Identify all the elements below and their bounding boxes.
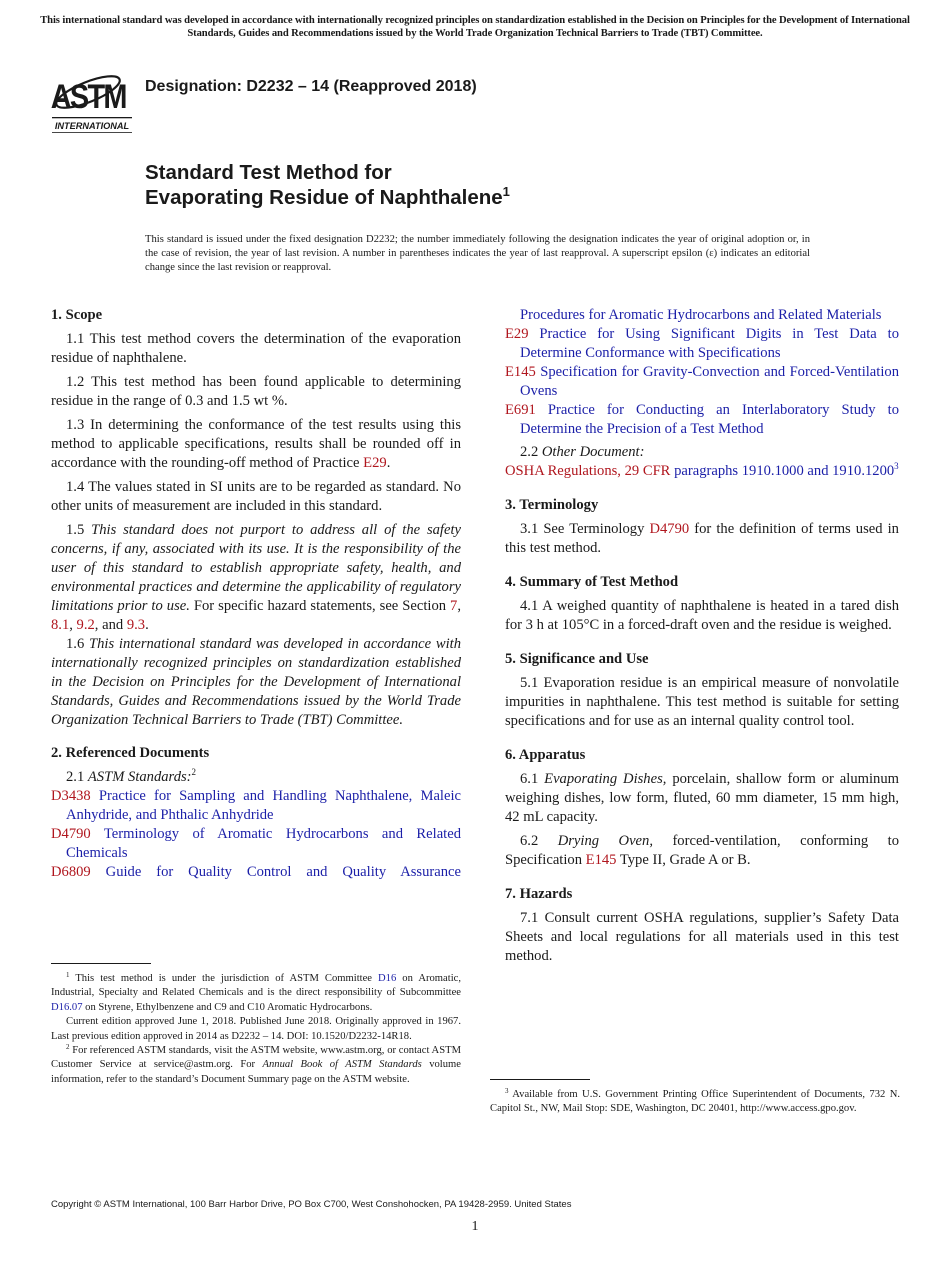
right-column [505,306,899,971]
footnote-1-edition: Current edition approved June 1, 2018. Published June 2018. Originally approved in 1967. Last previous edition approved in 2014 as D2232 – 14. DOI: 10.1520/D2232-14R18. [51,1016,461,1042]
section-heading-scope: 1. Scope [51,307,103,323]
document-title [145,160,510,210]
svg-text:INTERNATIONAL: INTERNATIONAL [54,121,130,131]
link-d16-07[interactable]: D16.07 [51,1001,83,1013]
link-e29[interactable]: E29 [363,455,387,471]
para-1-5: 1.5 This standard does not purport to address all of the safety concerns, if any, associated with its use. It is the responsibility of the user of this standard to establish appropriate safety, health, and environmental practices and determine the applicability of regulatory limitations prior to use. For specific hazard statements, see Section 7, 8.1, 9.2, and 9.3. [51,522,461,633]
ref-code-d3438[interactable]: D3438 [51,788,91,804]
ref-e29 [505,325,899,363]
footnotes-right [490,1079,900,1117]
section-heading-apparatus: 6. Apparatus [505,747,586,763]
footnote-3: $^3$ Available from U.S. Government Printing Office Superintendent of Documents, 732 N. Capitol St., NW, Mail Stop: SDE, Washington, DC 20401, http://www.access.gpo.gov. [490,1087,900,1115]
ref-title-e691[interactable]: Practice for Conducting an Interlaboratory Study to Determine the Precision of a Test Method [520,402,899,437]
ref-title-d6809-part2[interactable]: Procedures for Aromatic Hydrocarbons and Related Materials [520,307,882,323]
section-heading-referenced: 2. Referenced Documents [51,745,210,761]
para-6-1: 6.1 Evaporating Dishes, porcelain, shallow form or aluminum weighing dishes, low form, fluted, 60 mm diameter, 15 mm high, 42 mL capacity. [505,771,899,825]
title-footnote-mark: 1 [502,184,510,199]
designation: Designation: D2232 – 14 (Reapproved 2018) [145,78,477,95]
astm-logo-icon [50,56,134,134]
section-heading-terminology: 3. Terminology [505,497,599,513]
ref-code-osha[interactable]: OSHA Regulations, 29 CFR [505,463,671,479]
ref-code-e691[interactable]: E691 [505,402,536,418]
issued-note: This standard is issued under the fixed designation D2232; the number immediately following the designation indicates the year of original adoption or, in the case of revision, the year of last revision. A number in parentheses indicates the year of last reapproval. A superscript epsilon (ε) indicates an editorial change since the last revision or reapproval. [145,234,810,273]
ref-e691 [505,401,899,439]
para-7-1: 7.1 Consult current OSHA regulations, supplier’s Safety Data Sheets and local regulations for all materials used in this test method. [505,910,899,964]
link-section-8-1[interactable]: 8.1 [51,617,70,633]
footnote-2: $^2$ For referenced ASTM standards, visit the ASTM website, www.astm.org, or contact ASTM Customer Service at service@astm.org. For Annual Book of ASTM Standards volume information, refer to the standard’s Document Summary page on the ASTM website. [51,1043,461,1085]
ref-d3438 [51,787,461,825]
para-6-2: 6.2 Drying Oven, forced-ventilation, conforming to Specification E145 Type II, Grade A or B. [505,833,900,868]
section-heading-summary: 4. Summary of Test Method [505,574,679,590]
footnote-divider [51,963,151,964]
ref-code-d6809[interactable]: D6809 [51,864,91,880]
top-notice: This international standard was developed in accordance with internationally recognized principles on standardization established in the Decision on Principles for the Development of International Standards, Guides and Recommendations issued by the World Trade Organization Technical Barriers to Trade (TBT) Committee. [40,15,910,39]
footnote-1: $^1$ This test method is under the jurisdiction of ASTM Committee D16 on Aromatic, Industrial, Specialty and Related Chemicals and is the direct responsibility of Subcommittee D16.07 on Styrene, Ethylbenzene and C9 and C10 Aromatic Hydrocarbons. [51,971,461,1013]
ref-d4790 [51,825,461,863]
section-heading-hazards: 7. Hazards [505,886,573,902]
para-1-4: 1.4 The values stated in SI units are to be regarded as standard. No other units of measurement are included in this standard. [51,479,461,514]
title-line-2: Evaporating Residue of Naphthalene$^1$ [145,184,510,209]
para-4-1: 4.1 A weighed quantity of naphthalene is heated in a tared dish for 3 h at 105°C in a forced-draft oven and the residue is weighed. [505,598,899,633]
ref-d6809 [51,863,461,882]
ref-code-e29[interactable]: E29 [505,326,529,342]
ref-code-e145[interactable]: E145 [505,364,536,380]
para-5-1: 5.1 Evaporation residue is an empirical measure of nonvolatile impurities in naphthalene. This test method is suitable for setting specifications and for use as an internal quality control tool. [505,675,899,729]
ref-e145 [505,363,899,401]
link-section-9-2[interactable]: 9.2 [76,617,95,633]
link-d16[interactable]: D16 [378,973,397,984]
footnotes-left [51,963,461,1087]
para-1-2: 1.2 This test method has been found applicable to determining residue in the range of 0.3 and 1.5 wt %. [51,374,461,409]
page-number: 1 [471,1219,479,1234]
ref-title-d4790[interactable]: Terminology of Aromatic Hydrocarbons and Related Chemicals [66,826,461,861]
left-column [51,306,461,882]
ref-d6809-continued [505,306,899,325]
ref-osha: OSHA Regulations, 29 CFR paragraphs 1910.1000 and 1910.1200$^3$ [505,461,899,479]
svg-text:ASTM: ASTM [50,76,126,116]
astm-logo [50,56,134,134]
ref-title-d6809-part1[interactable]: Guide for Quality Control and Quality Assurance [105,864,461,880]
para-2-2: 2.2 Other Document: [520,444,645,460]
ref-title-osha[interactable]: paragraphs 1910.1000 and 1910.1200 [674,463,895,479]
ref-code-d4790[interactable]: D4790 [51,826,91,842]
copyright: Copyright © ASTM International, 100 Barr Harbor Drive, PO Box C700, West Conshohocken, PA 19428-2959. United States [51,1199,572,1210]
ref-title-d3438[interactable]: Practice for Sampling and Handling Naphthalene, Maleic Anhydride, and Phthalic Anhydride [66,788,461,823]
para-3-1: 3.1 See Terminology D4790 for the definition of terms used in this test method. [505,521,899,556]
link-e145[interactable]: E145 [585,852,617,868]
ref-title-e29[interactable]: Practice for Using Significant Digits in Test Data to Determine Conformance with Specifications [520,326,899,361]
para-1-1: 1.1 This test method covers the determination of the evaporation residue of naphthalene. [51,331,461,366]
para-1-6: 1.6 This international standard was developed in accordance with internationally recognized principles on standardization established in the Decision on Principles for the Development of International Standards, Guides and Recommendations issued by the World Trade Organization Technical Barriers to Trade (TBT) Committee. [51,636,462,728]
para-1-3: 1.3 In determining the conformance of the test results using this method to applicable specifications, results shall be rounded off in accordance with the rounding-off method of Practice E29. [51,417,461,471]
ref-title-e145[interactable]: Specification for Gravity-Convection and Forced-Ventilation Ovens [520,364,899,399]
section-heading-significance: 5. Significance and Use [505,651,649,667]
link-d4790[interactable]: D4790 [649,521,690,537]
link-section-9-3[interactable]: 9.3 [126,617,146,633]
title-line-1: Standard Test Method for [145,161,392,184]
para-2-1: 2.1 ASTM Standards:$^2$ [66,767,197,785]
link-section-7[interactable]: 7 [450,598,458,614]
footnote-divider-right [490,1079,590,1080]
